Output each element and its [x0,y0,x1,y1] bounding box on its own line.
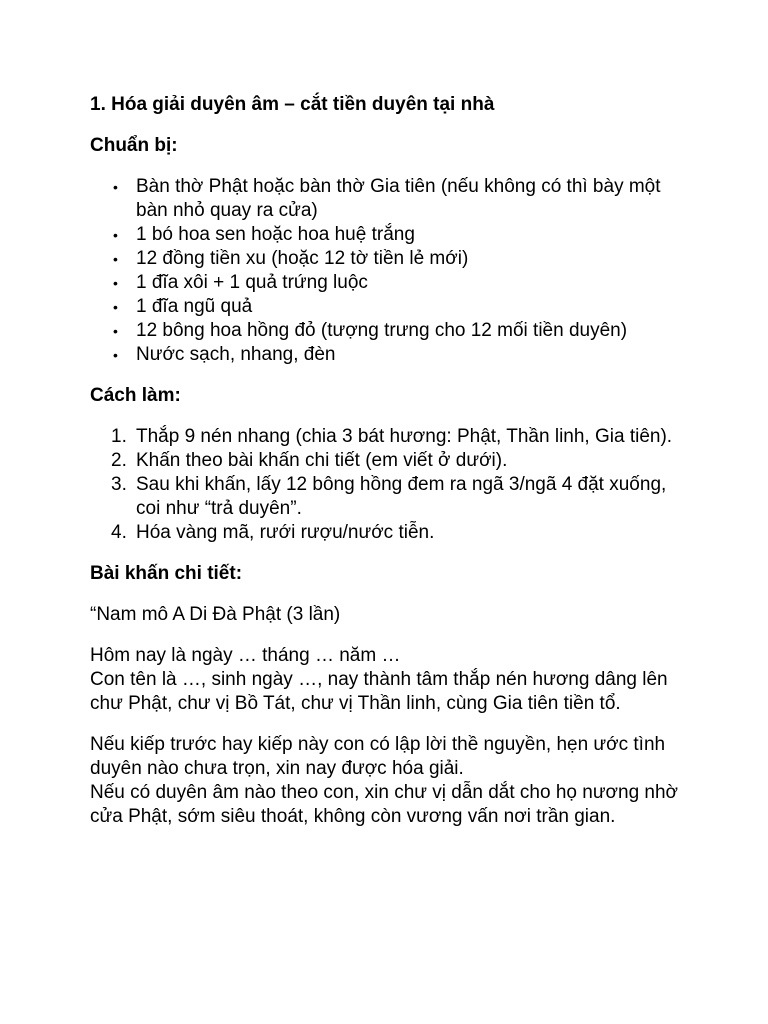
step-number: 3. [111,474,127,495]
step-item [111,521,680,545]
document-title: 1. Hóa giải duyên âm – cắt tiền duyên tại nhà [90,94,495,115]
prayer-paragraph [90,644,680,716]
step-number: 2. [111,450,127,471]
bullet-icon: • [113,227,118,243]
list-item [113,247,680,271]
bullet-icon: • [113,179,118,195]
list-item-text: Bàn thờ Phật hoặc bàn thờ Gia tiên (nếu không có thì bày một bàn nhỏ quay ra cửa) [136,176,661,221]
bullet-icon: • [113,347,118,363]
prayer-line: Nếu có duyên âm nào theo con, xin chư vị dẫn dắt cho họ nương nhờ cửa Phật, sớm siêu thoát, không còn vương vấn nơi trần gian. [90,782,679,827]
list-item [113,223,680,247]
prep-list [90,175,680,367]
list-item-text: 1 đĩa ngũ quả [136,296,253,317]
bullet-icon: • [113,275,118,291]
list-item [113,175,680,223]
step-item [111,425,680,449]
step-item [111,473,680,521]
prayer-line: Nếu kiếp trước hay kiếp này con có lập lời thề nguyền, hẹn ước tình duyên nào chưa trọn, xin nay được hóa giải. [90,734,666,779]
prayer-paragraph [90,733,680,829]
method-list [90,425,680,545]
prayer-line: Hôm nay là ngày … tháng … năm … [90,645,401,666]
step-text: Khấn theo bài khấn chi tiết (em viết ở dưới). [136,450,508,471]
step-item [111,449,680,473]
list-item-text: 1 bó hoa sen hoặc hoa huệ trắng [136,224,415,245]
list-item [113,295,680,319]
list-item [113,271,680,295]
step-number: 4. [111,522,127,543]
list-item [113,343,680,367]
prayer-line: Con tên là …, sinh ngày …, nay thành tâm thắp nén hương dâng lên chư Phật, chư vị Bồ Tát, chư vị Thần linh, cùng Gia tiên tiền tổ. [90,669,668,714]
method-heading: Cách làm: [90,385,181,406]
bullet-icon: • [113,251,118,267]
step-text: Sau khi khấn, lấy 12 bông hồng đem ra ngã 3/ngã 4 đặt xuống, coi như “trả duyên”. [136,474,667,519]
list-item-text: 12 bông hoa hồng đỏ (tượng trưng cho 12 mối tiền duyên) [136,320,628,341]
prayer-opening: “Nam mô A Di Đà Phật (3 lần) [90,604,341,625]
bullet-icon: • [113,323,118,339]
prep-heading: Chuẩn bị: [90,135,178,156]
list-item [113,319,680,343]
step-text: Hóa vàng mã, rưới rượu/nước tiễn. [136,522,435,543]
list-item-text: 12 đồng tiền xu (hoặc 12 tờ tiền lẻ mới) [136,248,469,269]
prayer-heading: Bài khấn chi tiết: [90,563,243,584]
list-item-text: Nước sạch, nhang, đèn [136,344,336,365]
step-number: 1. [111,426,127,447]
list-item-text: 1 đĩa xôi + 1 quả trứng luộc [136,272,368,293]
document-page [90,93,680,846]
bullet-icon: • [113,299,118,315]
step-text: Thắp 9 nén nhang (chia 3 bát hương: Phật, Thần linh, Gia tiên). [136,426,673,447]
